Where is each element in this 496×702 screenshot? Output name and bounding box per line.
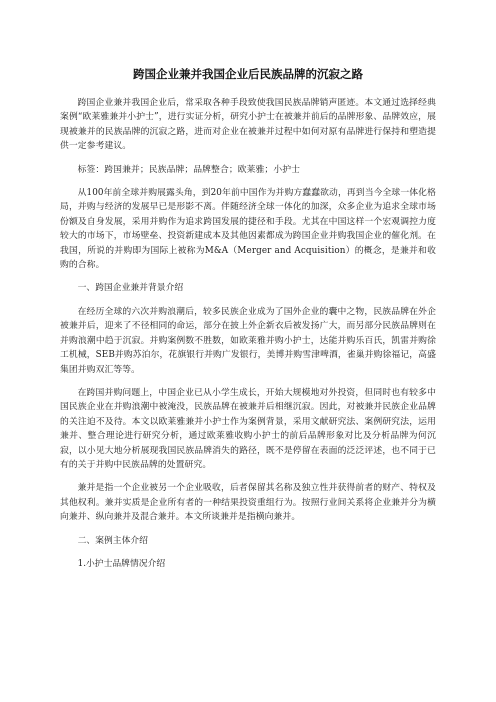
document-page [60, 60, 436, 580]
section-heading-case-subject: 二、案例主体介绍 [77, 535, 148, 546]
section1-paragraph-3: 兼并是指一个企业被另一个企业吸收，后者保留其名称及独立性并获得前者的财产、特权及其他权利。兼并实质是企业所有者的一种结果投资重组行为。按照行业间关系将企业兼并分为横向兼并、纵向兼并及混合兼并。本文所谈兼并是指横向兼并。 [60, 483, 436, 523]
section-heading-background: 一、跨国企业兼并背景介绍 [77, 283, 184, 294]
subsection-heading-brand: 1.小护士品牌情况介绍 [77, 558, 166, 569]
document-title: 跨国企业兼并我国企业后民族品牌的沉寂之路 [133, 67, 363, 81]
abstract-paragraph: 跨国企业兼并我国企业后，常采取各种手段致使我国民族品牌销声匿迹。本文通过选择经典案例“欧莱雅兼并小护士”，进行实证分析，研究小护士在被兼并前后的品牌形象、品牌效应，展现被兼并的民族品牌的沉寂之路，进而对企业在被兼并过程中如何对原有品牌进行保持和塑造提供一定参考建议。 [60, 98, 436, 152]
intro-paragraph: 从100年前全球并购展露头角，到20年前中国作为并购方蠢蠢欲动，再到当今全球一体化格局，并购与经济的发展早已是形影不离。伴随经济全球一体化的加深，众多企业为追求全球市场份额及自身发展，采用并购作为追求跨国发展的捷径和手段。尤其在中国这样一个宏观调控力度较大的市场下，市场壁垒、投资新建成本及其他因素都成为跨国企业并购我国企业的催化剂。在我国，所说的并购即为国际上被称为M&A（Merger and Acquisition）的概念，是兼并和收购的合称。 [60, 188, 436, 271]
section1-paragraph-2: 在跨国并购问题上，中国企业已从小学生成长，开始大规模地对外投资，但同时也有较多中国民族企业在并购浪潮中被淹没，民族品牌在被兼并后相继沉寂。因此，对被兼并民族企业品牌的关注迫不及待。本文以欧莱雅兼并小护士作为案例背景，采用文献研究法、案例研究法，运用兼并、整合理论进行研究分析，通过欧莱雅收购小护士的前后品牌形象对比及分析品牌为何沉寂，以小见大地分析展现我国民族品牌消失的路径，既不是停留在表面的泛泛评述，也不同于已有的关于并购中民族品牌的处置研究。 [60, 387, 436, 470]
section1-paragraph-1: 在经历全球的六次并购浪潮后，较多民族企业成为了国外企业的囊中之物，民族品牌在外企被兼并后，迎来了不径相同的命运，部分在披上外企新衣后被发扬广大，而另部分民族品牌则在并购浪潮中趋于沉寂。并购案例数不胜数，如欧莱雅并购小护士，达能并购乐百氏，凯雷并购徐工机械，SEB并购苏泊尔，花旗银行并购广发银行，美博并购雪津啤酒，雀巢并购徐福记，高盛集团并购双汇等等。 [60, 306, 436, 375]
keywords-line: 标签：跨国兼并；民族品牌；品牌整合；欧莱雅；小护士 [77, 164, 301, 175]
